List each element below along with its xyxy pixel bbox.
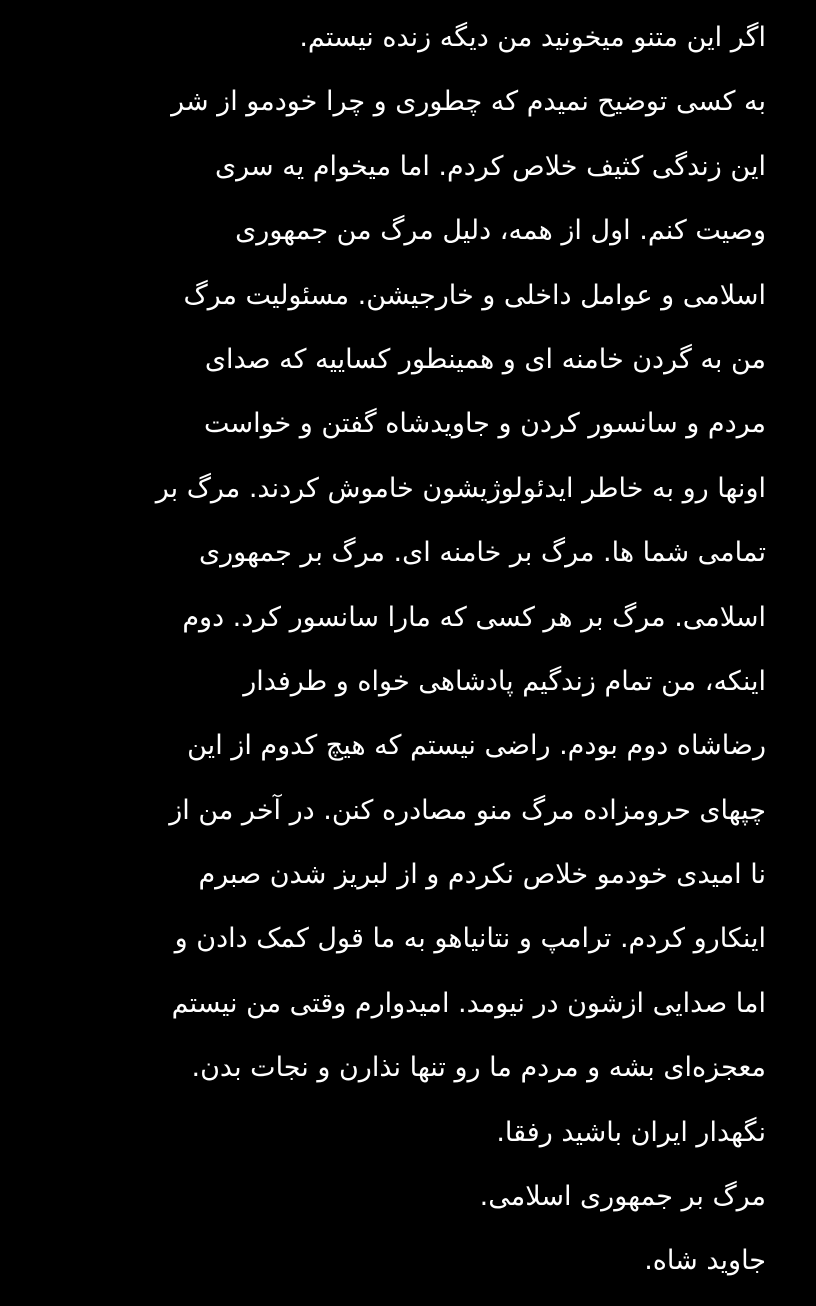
text-line: این زندگی کثیف خلاص کردم. اما میخوام یه سری xyxy=(215,150,766,182)
text-line: اسلامی و عوامل داخلی و خارجیشن. مسئولیت مرگ xyxy=(183,279,766,311)
text-line: رضاشاه دوم بودم. راضی نیستم که هیچ کدوم از این xyxy=(187,730,766,762)
text-line: تمامی شما ها. مرگ بر خامنه ای. مرگ بر جمهوری xyxy=(198,537,766,569)
text-line: نگهدار ایران باشید رفقا. xyxy=(496,1116,766,1148)
text-line: اگر این متنو میخونید من دیگه زنده نیستم. xyxy=(299,22,766,53)
text-line: اما صدایی ازشون در نیومد. امیدوارم وقتی من نیستم xyxy=(171,987,766,1019)
text-line: جاوید شاه. xyxy=(644,1245,766,1277)
text-line: نا امیدی خودمو خلاص نکردم و از لبریز شدن صبرم xyxy=(198,859,766,891)
text-line: اینکه، من تمام زندگیم پادشاهی خواه و طرفدار xyxy=(243,665,766,697)
text-line: مردم و سانسور کردن و جاویدشاه گفتن و خواست xyxy=(203,408,766,440)
text-line: اونها رو به خاطر ایدئولوژیشون خاموش کردند. مرگ بر xyxy=(155,472,766,504)
text-line: وصیت کنم. اول از همه، دلیل مرگ من جمهوری xyxy=(235,215,766,247)
text-line: من به گردن خامنه ای و همینطور کساییه که صدای xyxy=(204,343,766,375)
text-line: معجزه‌ای بشه و مردم ما رو تنها نذارن و نجات بدن. xyxy=(191,1052,766,1084)
text-line: به کسی توضیح نمیدم که چطوری و چرا خودمو از شر xyxy=(171,86,766,118)
text-line: مرگ بر جمهوری اسلامی. xyxy=(479,1181,766,1213)
text-line: چپهای حرومزاده مرگ منو مصادره کنن. در آخر من از xyxy=(169,794,766,826)
text-line: اینکارو کردم. ترامپ و نتانیاهو به ما قول کمک دادن و xyxy=(174,923,766,955)
text-line: اسلامی. مرگ بر هر کسی که مارا سانسور کرد. دوم xyxy=(182,601,766,633)
note-text xyxy=(46,18,766,1306)
